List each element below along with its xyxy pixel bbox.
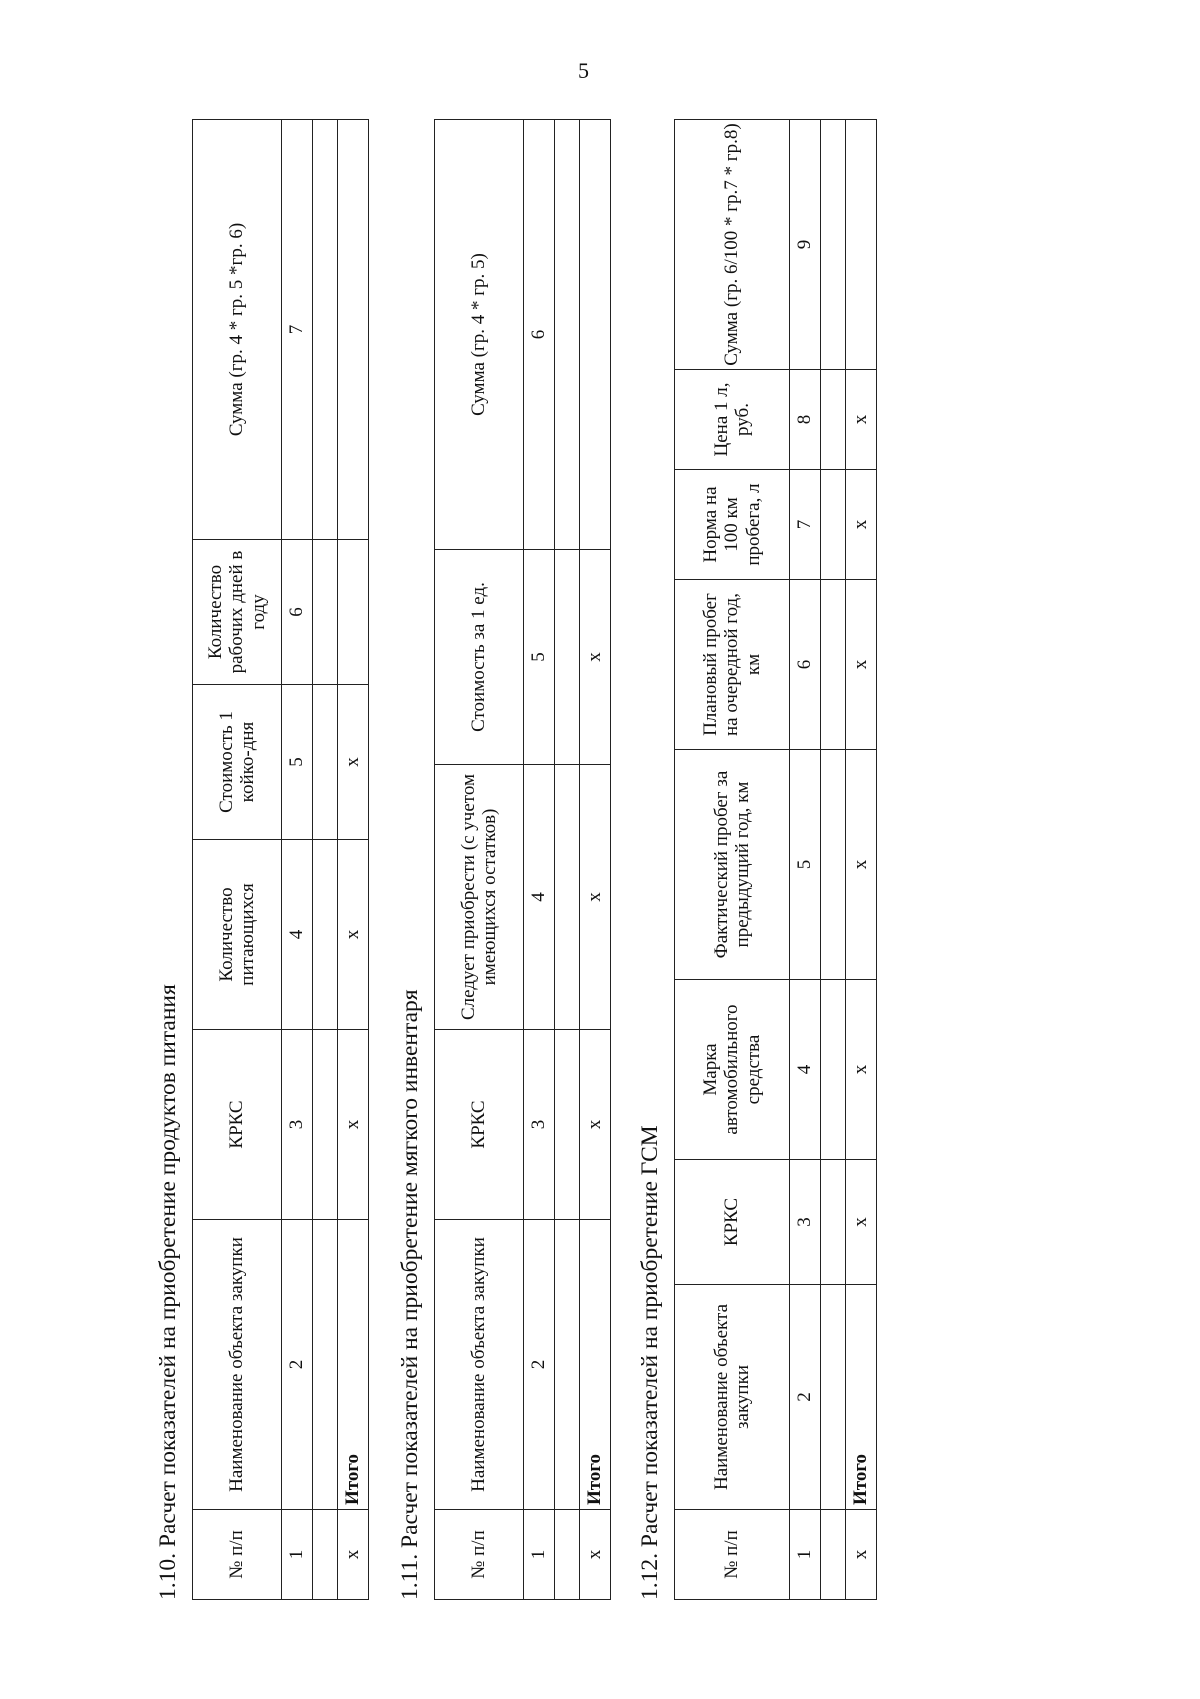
header-cell: Цена 1 л, руб.: [675, 370, 790, 470]
column-number: 8: [790, 370, 821, 470]
header-cell: Норма на 100 км пробега, л: [675, 470, 790, 580]
soft-inventory-table: [434, 119, 611, 1600]
header-cell: Наименование объекта закупки: [435, 1220, 524, 1510]
header-cell: Сумма (гр. 4 * гр. 5 *гр. 6): [193, 120, 282, 540]
rotated-content: [155, 120, 877, 1600]
column-number: 6: [282, 540, 313, 685]
column-number-row: [524, 120, 555, 1600]
header-row: [193, 120, 282, 1600]
header-cell: Наименование объекта закупки: [193, 1220, 282, 1510]
column-number: 6: [790, 580, 821, 750]
column-number-row: [790, 120, 821, 1600]
column-number: 7: [282, 120, 313, 540]
column-number: 3: [524, 1030, 555, 1220]
total-cell: х: [846, 470, 877, 580]
section-title: 1.11. Расчет показателей на приобретение мягкого инвентаря: [397, 989, 423, 1600]
header-cell: Фактический пробег за предыдущий год, км: [675, 750, 790, 980]
table-cell[interactable]: [313, 1220, 338, 1510]
total-cell: х: [338, 840, 369, 1030]
column-number: 2: [282, 1220, 313, 1510]
header-cell: Количество питающихся: [193, 840, 282, 1030]
total-label: Итого: [580, 1220, 611, 1510]
table-cell[interactable]: [313, 840, 338, 1030]
total-row: [846, 120, 877, 1600]
table-cell[interactable]: [555, 1220, 580, 1510]
section-soft-inventory: [397, 120, 611, 1600]
table-cell[interactable]: [313, 540, 338, 685]
column-number: 4: [524, 765, 555, 1030]
empty-row: [313, 120, 338, 1600]
table-cell[interactable]: [821, 1285, 846, 1510]
table-cell[interactable]: [313, 120, 338, 540]
table-cell[interactable]: [555, 120, 580, 550]
total-cell: х: [338, 685, 369, 840]
column-number: 9: [790, 120, 821, 370]
header-cell: Марка автомобильного средства: [675, 980, 790, 1160]
header-cell: Наименование объекта закупки: [675, 1285, 790, 1510]
header-cell: Количество рабочих дней в году: [193, 540, 282, 685]
header-row: [675, 120, 790, 1600]
column-number: 4: [790, 980, 821, 1160]
header-cell: Сумма (гр. 6/100 * гр.7 * гр.8): [675, 120, 790, 370]
header-cell: Сумма (гр. 4 * гр. 5): [435, 120, 524, 550]
total-cell: х: [580, 550, 611, 765]
column-number: 2: [524, 1220, 555, 1510]
table-cell[interactable]: [555, 1030, 580, 1220]
total-cell: х: [338, 1030, 369, 1220]
table-cell[interactable]: [821, 1160, 846, 1285]
column-number: 5: [524, 550, 555, 765]
table-cell[interactable]: [821, 370, 846, 470]
section-fuel: [637, 120, 877, 1600]
total-cell[interactable]: [338, 120, 369, 540]
column-number-row: [282, 120, 313, 1600]
total-cell: х: [846, 750, 877, 980]
total-label: Итого: [846, 1285, 877, 1510]
total-cell: х: [846, 580, 877, 750]
header-cell: КРКС: [193, 1030, 282, 1220]
column-number: 5: [790, 750, 821, 980]
empty-row: [821, 120, 846, 1600]
total-cell: х: [846, 1160, 877, 1285]
table-cell[interactable]: [313, 685, 338, 840]
total-row: [338, 120, 369, 1600]
header-cell: Следует приобрести (с учетом имеющихся остатков): [435, 765, 524, 1030]
header-cell: КРКС: [675, 1160, 790, 1285]
header-cell: Плановый пробег на очередной год, км: [675, 580, 790, 750]
table-cell[interactable]: [313, 1510, 338, 1600]
section-title: 1.10. Расчет показателей на приобретение продуктов питания: [155, 984, 181, 1600]
total-label: Итого: [338, 1220, 369, 1510]
table-cell[interactable]: [821, 120, 846, 370]
total-cell: х: [846, 1510, 877, 1600]
total-cell: х: [846, 980, 877, 1160]
total-cell: х: [580, 1510, 611, 1600]
total-row: [580, 120, 611, 1600]
table-cell[interactable]: [313, 1030, 338, 1220]
header-cell: № п/п: [435, 1510, 524, 1600]
table-cell[interactable]: [821, 1510, 846, 1600]
column-number: 1: [524, 1510, 555, 1600]
table-cell[interactable]: [821, 470, 846, 580]
header-cell: Стоимость за 1 ед.: [435, 550, 524, 765]
column-number: 4: [282, 840, 313, 1030]
table-cell[interactable]: [555, 1510, 580, 1600]
total-cell: х: [580, 1030, 611, 1220]
header-cell: № п/п: [675, 1510, 790, 1600]
header-row: [435, 120, 524, 1600]
fuel-table: [674, 119, 877, 1600]
header-cell: № п/п: [193, 1510, 282, 1600]
table-cell[interactable]: [821, 980, 846, 1160]
column-number: 6: [524, 120, 555, 550]
column-number: 7: [790, 470, 821, 580]
table-cell[interactable]: [555, 550, 580, 765]
total-cell[interactable]: [338, 540, 369, 685]
header-cell: Стоимость 1 койко-дня: [193, 685, 282, 840]
column-number: 2: [790, 1285, 821, 1510]
section-title: 1.12. Расчет показателей на приобретение ГСМ: [637, 1125, 663, 1600]
page-number: 5: [578, 58, 589, 83]
column-number: 5: [282, 685, 313, 840]
column-number: 1: [282, 1510, 313, 1600]
empty-row: [555, 120, 580, 1600]
total-cell: х: [580, 765, 611, 1030]
total-cell: х: [338, 1510, 369, 1600]
section-food: [155, 120, 369, 1600]
total-cell[interactable]: [846, 120, 877, 370]
table-cell[interactable]: [555, 765, 580, 1030]
header-cell: КРКС: [435, 1030, 524, 1220]
column-number: 1: [790, 1510, 821, 1600]
total-cell: х: [846, 370, 877, 470]
table-cell[interactable]: [821, 750, 846, 980]
column-number: 3: [282, 1030, 313, 1220]
total-cell[interactable]: [580, 120, 611, 550]
food-table: [192, 119, 369, 1600]
column-number: 3: [790, 1160, 821, 1285]
table-cell[interactable]: [821, 580, 846, 750]
